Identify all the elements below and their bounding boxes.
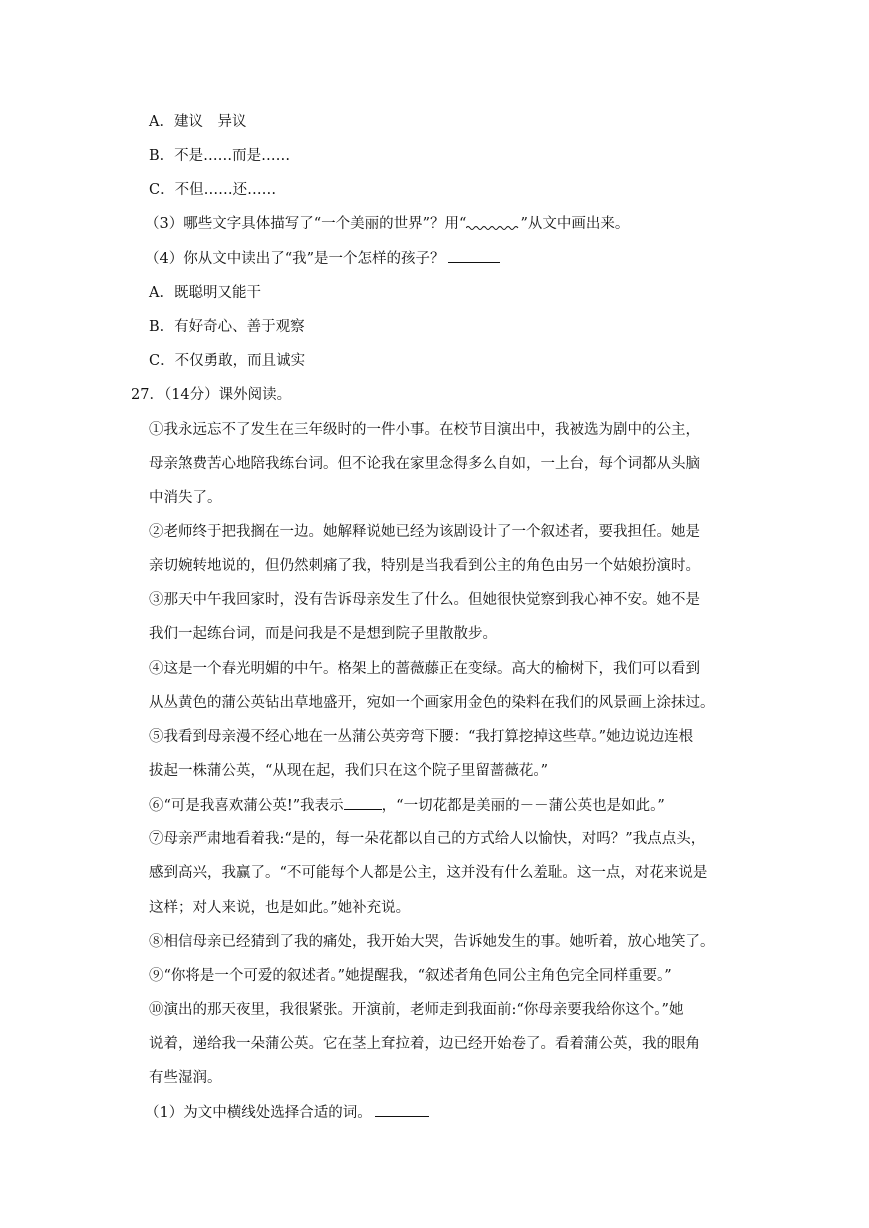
passage-line: 说着，递给我一朵蒲公英。它在茎上耷拉着，边已经开始卷了。看着蒲公英，我的眼角: [149, 1036, 700, 1052]
passage-line: ⑤我看到母亲漫不经心地在一丛蒲公英旁弯下腰：“我打算挖掉这些草。”她边说边连根: [149, 729, 694, 745]
option-c: C．不仅勇敢，而且诚实: [149, 353, 306, 369]
passage-text: ⑥“可是我喜欢蒲公英!”我表示: [149, 798, 344, 814]
passage-line: 拔起一株蒲公英，“从现在起，我们只在这个院子里留蔷薇花。”: [149, 763, 549, 779]
question-3: [145, 214, 629, 234]
passage-line: ⑩演出的那天夜里，我很紧张。开演前，老师走到我面前:“你母亲要我给你这个。”她: [149, 1002, 684, 1018]
passage-line: 母亲煞费苦心地陪我练台词。但不论我在家里念得多么自如，一上台，每个词都从头脑: [149, 456, 700, 472]
passage-paragraph-6: [149, 795, 665, 816]
passage-line: 亲切婉转地说的，但仍然刺痛了我，特别是当我看到公主的角色由另一个姑娘扮演时。: [149, 558, 700, 574]
passage-line: ⑦母亲严肃地看着我:“是的，每一朵花都以自己的方式给人以愉快，对吗？”我点点头，: [149, 831, 706, 847]
sub-question-1: [145, 1102, 429, 1123]
passage-line: 中消失了。: [149, 490, 222, 506]
passage-line: 从丛黄色的蒲公英钻出草地盛开，宛如一个画家用金色的染料在我们的风景画上涂抹过。: [149, 695, 715, 711]
option-b: B．有好奇心、善于观察: [149, 319, 305, 335]
option-b: B．不是……而是……: [149, 148, 291, 164]
option-a: A．既聪明又能干: [149, 285, 261, 301]
answer-blank[interactable]: [448, 248, 500, 263]
question-4-text: （4）你从文中读出了“我”是一个怎样的孩子？: [145, 251, 445, 267]
passage-line: ④这是一个春光明媚的中午。格架上的蔷薇藤正在变绿。高大的榆树下，我们可以看到: [149, 661, 700, 677]
question-27-title: 27．（14分）课外阅读。: [131, 387, 292, 403]
question-3-text-before: （3）哪些文字具体描写了“一个美丽的世界”？用“: [145, 216, 467, 232]
answer-blank[interactable]: [375, 1102, 429, 1117]
option-a: A．建议 异议: [149, 114, 247, 130]
passage-text: ，“一切花都是美丽的－－蒲公英也是如此。”: [381, 798, 665, 814]
passage-line: ①我永远忘不了发生在三年级时的一件小事。在校节目演出中，我被选为剧中的公主，: [149, 422, 700, 438]
question-3-text-after: ”从文中画出来。: [520, 216, 630, 232]
passage-line: ②老师终于把我搁在一边。她解释说她已经为该剧设计了一个叙述者，要我担任。她是: [149, 524, 700, 540]
option-c: C．不但……还……: [149, 182, 277, 198]
passage-line: 我们一起练台词，而是问我是不是想到院子里散散步。: [149, 626, 497, 642]
passage-line: 有些湿润。: [149, 1070, 222, 1086]
wavy-underline-mark: [466, 214, 520, 228]
passage-paragraph-9: ⑨“你将是一个可爱的叙述者。”她提醒我，“叙述者角色同公主角色完全同样重要。”: [149, 968, 672, 984]
passage-line: ③那天中午我回家时，没有告诉母亲发生了什么。但她很快觉察到我心神不安。她不是: [149, 592, 700, 608]
answer-blank[interactable]: [344, 795, 382, 810]
passage-line: 感到高兴，我赢了。“不可能每个人都是公主，这并没有什么羞耻。这一点，对花来说是: [149, 865, 708, 881]
question-4: [145, 248, 500, 269]
passage-paragraph-8: ⑧相信母亲已经猜到了我的痛处，我开始大哭，告诉她发生的事。她听着，放心地笑了。: [149, 934, 715, 950]
passage-line: 这样；对人来说，也是如此。”她补充说。: [149, 900, 411, 916]
sub-question-1-text: （1）为文中横线处选择合适的词。: [145, 1105, 372, 1121]
